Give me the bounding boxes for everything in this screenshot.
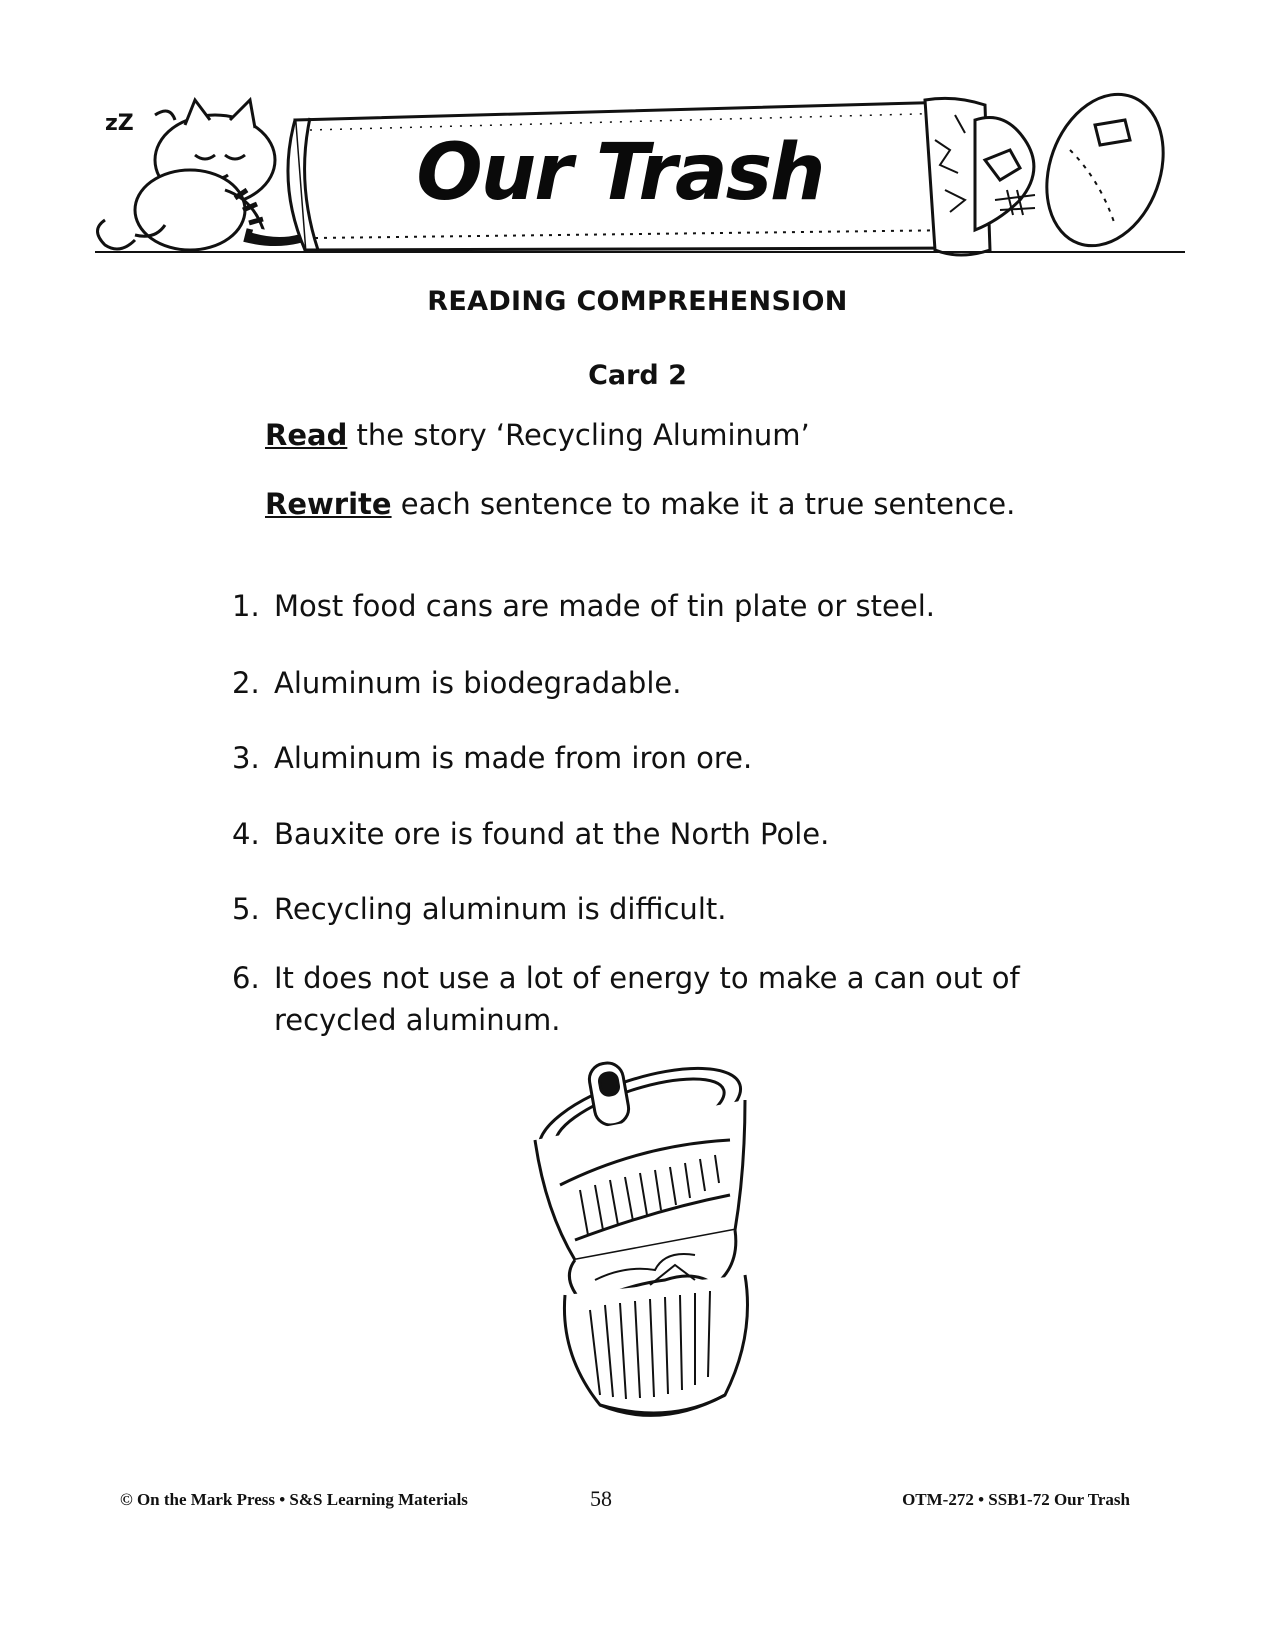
question-item bbox=[232, 737, 1102, 779]
question-text: Bauxite ore is found at the North Pole. bbox=[274, 817, 830, 851]
instruction-keyword: Read bbox=[265, 418, 348, 452]
question-item bbox=[232, 888, 1102, 930]
instruction-text: the story ‘Recycling Aluminum’ bbox=[347, 418, 810, 452]
footer-product-code: OTM-272 • SSB1-72 Our Trash bbox=[902, 1490, 1130, 1509]
question-item bbox=[232, 813, 1102, 855]
card-label: Card 2 bbox=[588, 360, 687, 391]
question-item bbox=[232, 585, 1102, 627]
question-text: It does not use a lot of energy to make a can out of recycled aluminum. bbox=[274, 961, 1020, 1037]
question-text: Recycling aluminum is difficult. bbox=[274, 892, 727, 926]
section-heading: READING COMPREHENSION bbox=[427, 286, 848, 317]
sleeping-cat-icon bbox=[98, 100, 316, 250]
question-number: 5. bbox=[232, 892, 260, 926]
question-number: 3. bbox=[232, 741, 260, 775]
question-item bbox=[232, 957, 1102, 1041]
question-text: Aluminum is biodegradable. bbox=[274, 666, 682, 700]
question-number: 2. bbox=[232, 666, 260, 700]
instruction-text: each sentence to make it a true sentence. bbox=[391, 487, 1016, 521]
question-item bbox=[232, 662, 1102, 704]
question-text: Most food cans are made of tin plate or steel. bbox=[274, 589, 935, 623]
svg-text:zZ: zZ bbox=[105, 111, 134, 136]
question-text: Aluminum is made from iron ore. bbox=[274, 741, 753, 775]
trash-can-icon bbox=[925, 80, 1183, 262]
question-number: 6. bbox=[232, 961, 260, 995]
instruction-keyword: Rewrite bbox=[265, 487, 392, 521]
instruction-rewrite bbox=[265, 487, 1015, 521]
crushed-can-icon bbox=[520, 1055, 785, 1430]
footer-publisher: © On the Mark Press • S&S Learning Materials bbox=[120, 1490, 468, 1509]
instruction-read bbox=[265, 418, 810, 452]
page-title: Our Trash bbox=[416, 128, 824, 218]
question-number: 1. bbox=[232, 589, 260, 623]
page-number: 58 bbox=[590, 1486, 612, 1511]
question-number: 4. bbox=[232, 817, 260, 851]
